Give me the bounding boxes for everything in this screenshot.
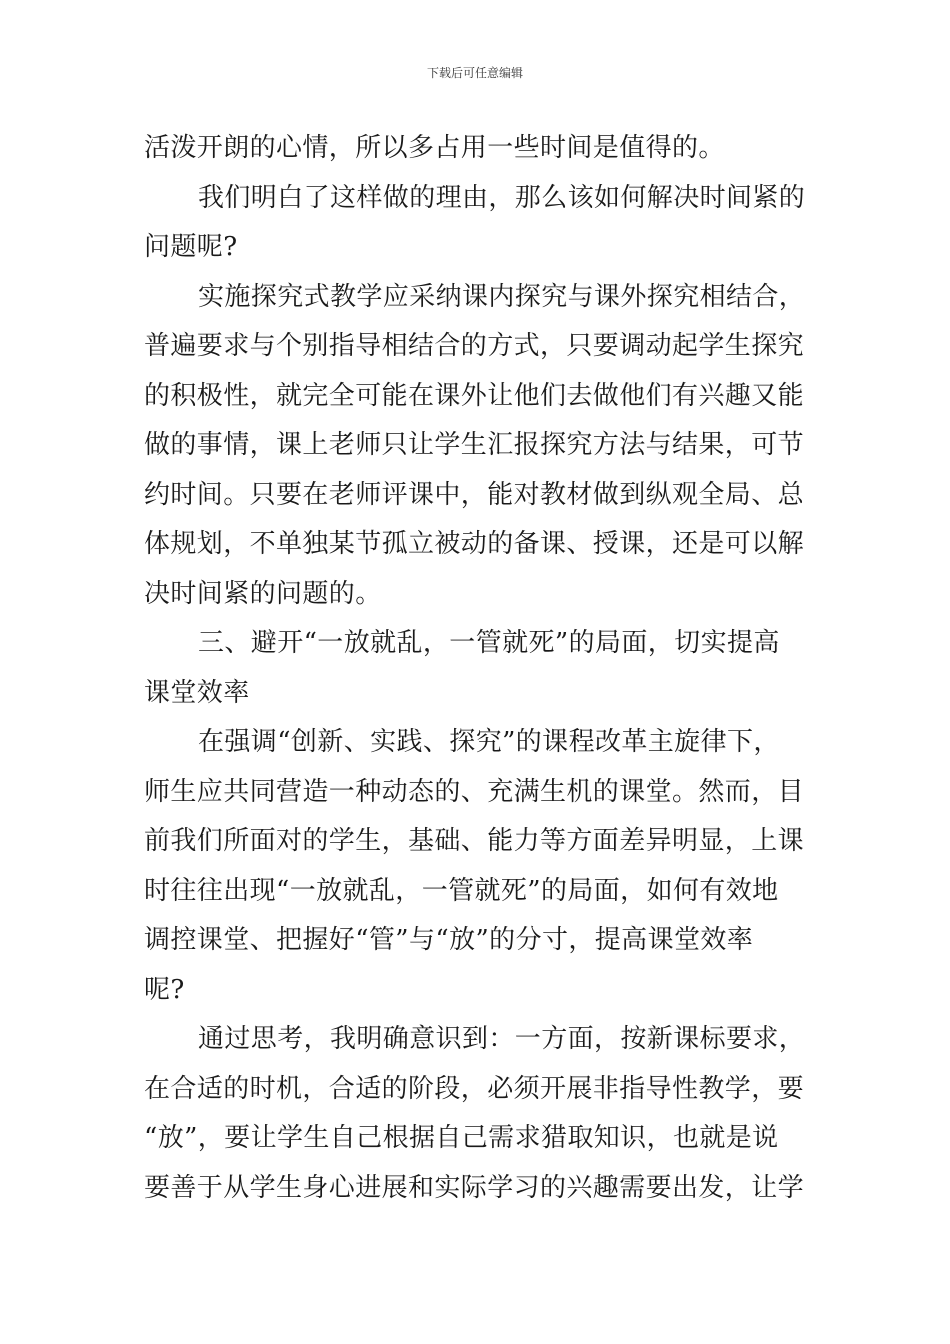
- text-line: 实施探究式教学应采纳课内探究与课外探究相结合，: [198, 281, 806, 312]
- text-line: 的积极性，就完全可能在课外让他们去做他们有兴趣又能: [144, 380, 805, 411]
- text-line: 在合适的时机，合适的阶段，必须开展非指导性教学，要: [144, 1073, 805, 1104]
- text-line: 我们明白了这样做的理由，那么该如何解决时间紧的: [198, 182, 806, 213]
- text-line: 前我们所面对的学生，基础、能力等方面差异明显，上课: [144, 826, 805, 856]
- text-line: 体规划，不单独某节孤立被动的备课、授课，还是可以解: [144, 529, 805, 559]
- text-line: 活泼开朗的心情，所以多占用一些时间是值得的。: [144, 133, 725, 163]
- text-line: 做的事情，课上老师只让学生汇报探究方法与结果，可节: [144, 430, 805, 460]
- text-line: 普遍要求与个别指导相结合的方式，只要调动起学生探究: [144, 331, 805, 361]
- text-line: 呢?: [144, 974, 185, 1005]
- section-heading-line: 课堂效率: [144, 677, 250, 708]
- text-line: 决时间紧的问题的。: [144, 578, 382, 609]
- text-line: “放”，要让学生自己根据自己需求猎取知识，也就是说: [144, 1123, 779, 1153]
- text-line: 通过思考，我明确意识到：一方面，按新课标要求，: [198, 1024, 806, 1054]
- page-header-note: 下载后可任意编辑: [426, 66, 523, 80]
- section-heading-line: 三、避开“一放就乱，一管就死”的局面，切实提高: [198, 628, 780, 658]
- text-line: 调控课堂、把握好“管”与“放”的分寸，提高课堂效率: [144, 925, 754, 955]
- text-line: 要善于从学生身心进展和实际学习的兴趣需要出发，让学: [144, 1172, 805, 1203]
- text-line: 在强调“创新、实践、探究”的课程改革主旋律下，: [198, 727, 780, 757]
- document-body: [144, 124, 809, 1213]
- text-line: 师生应共同营造一种动态的、充满生机的课堂。然而，目: [144, 776, 805, 807]
- text-line: 约时间。只要在老师评课中，能对教材做到纵观全局、总: [144, 479, 805, 510]
- text-line: 问题呢?: [144, 232, 238, 262]
- text-line: 时往往出现“一放就乱，一管就死”的局面，如何有效地: [144, 875, 779, 906]
